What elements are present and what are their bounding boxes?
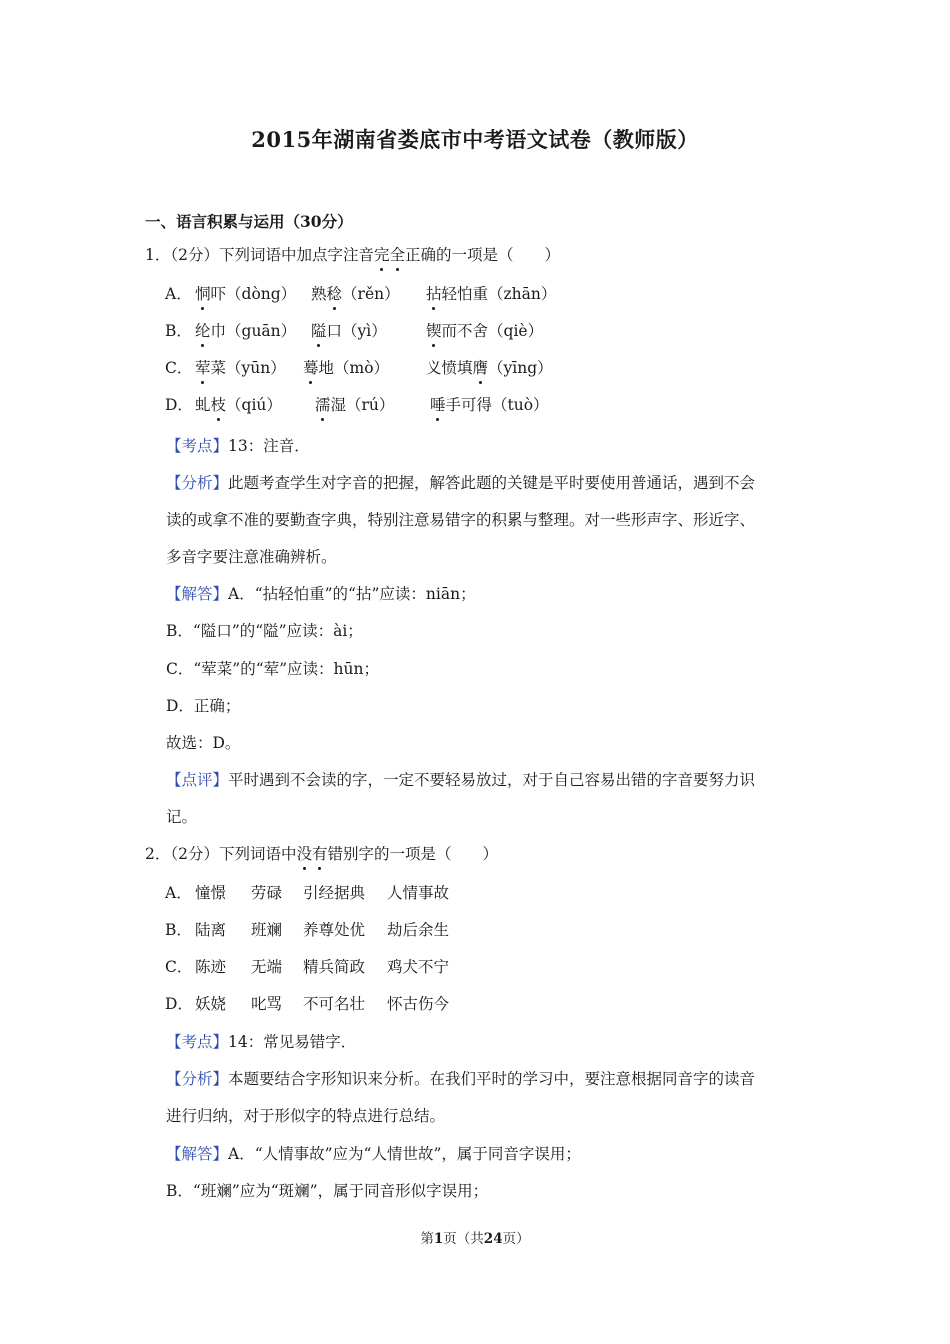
- page-footer: [0, 1227, 950, 1247]
- option-label: B．: [165, 921, 192, 939]
- kaodian-text: 13：注音．: [228, 437, 310, 455]
- jieda-line: C．“荤菜”的“荤”应读：hūn；: [166, 660, 380, 678]
- option-item: 隘口（yì）: [311, 322, 387, 340]
- question-2-option-c: [165, 956, 449, 978]
- question-2-option-d: [165, 993, 449, 1015]
- document-title: 2015年湖南省娄底市中考语文试卷（教师版）: [251, 127, 699, 152]
- option-item: 虬枝（qiú）: [195, 396, 282, 414]
- option-item: 濡湿（rú）: [315, 396, 395, 414]
- question-1-option-c: [165, 357, 553, 379]
- option-item: 蓦地（mò）: [303, 359, 390, 377]
- option-item: 妖娆: [195, 995, 227, 1013]
- kaodian-text: 14：常见易错字．: [228, 1033, 357, 1051]
- option-item: 陆离: [195, 921, 227, 939]
- page-number: 1: [433, 1231, 444, 1247]
- option-label: D．: [165, 995, 193, 1013]
- option-item: 唾手可得（tuò）: [430, 396, 549, 414]
- stem-text: 1．（2分）下列词语中加点字注音: [145, 246, 374, 264]
- option-label: A．: [165, 884, 192, 902]
- option-item: 拈轻怕重（zhān）: [426, 285, 557, 303]
- option-label: D．: [165, 396, 193, 414]
- dotted-char: 有: [312, 845, 328, 863]
- footer-text: 页）: [502, 1231, 530, 1247]
- option-item: 义愤填膺（yīng）: [426, 359, 553, 377]
- kaodian-tag: 【考点】: [166, 437, 229, 455]
- fenxi-line: 多音字要注意准确辨析。: [166, 548, 337, 566]
- question-2-jieda: [166, 1143, 581, 1165]
- stem-text: 错别字的一项是（ ）: [327, 845, 499, 863]
- fenxi-tag: 【分析】: [166, 1070, 229, 1088]
- option-item: 陈迹: [195, 958, 227, 976]
- fenxi-tag: 【分析】: [166, 474, 229, 492]
- question-2-option-a: [165, 882, 449, 904]
- fenxi-line: 本题要结合字形知识来分析。在我们平时的学习中，要注意根据同音字的读音: [228, 1070, 756, 1088]
- question-1-option-a: [165, 283, 556, 305]
- option-item: 熟稔（rěn）: [311, 285, 400, 303]
- dianping-tag: 【点评】: [166, 771, 229, 789]
- question-1-fenxi: [166, 472, 755, 494]
- dotted-char: 全: [389, 246, 406, 264]
- option-label: B．: [165, 322, 192, 340]
- option-item: 人情事故: [387, 884, 450, 902]
- jieda-line: D．正确；: [166, 697, 241, 715]
- option-label: C．: [165, 958, 193, 976]
- jieda-tag: 【解答】: [166, 1145, 229, 1163]
- question-1-stem: [145, 244, 560, 266]
- page-total: 24: [483, 1231, 503, 1247]
- question-1-option-b: [165, 320, 543, 342]
- question-1-kaodian: [166, 435, 310, 457]
- question-2-option-b: [165, 919, 449, 941]
- section-heading: 一、语言积累与运用（30分）: [145, 212, 353, 231]
- option-item: 劳碌: [251, 884, 283, 902]
- question-2-stem: [145, 843, 498, 865]
- footer-text: 第: [420, 1231, 434, 1247]
- option-label: A．: [165, 285, 192, 303]
- fenxi-line: 此题考查学生对字音的把握，解答此题的关键是平时要使用普通话，遇到不会: [228, 474, 756, 492]
- option-item: 班斓: [251, 921, 283, 939]
- question-1-option-d: [165, 394, 549, 416]
- option-item: 纶巾（guān）: [195, 322, 297, 340]
- option-item: 劫后余生: [387, 921, 450, 939]
- jieda-line: 故选：D。: [166, 734, 241, 752]
- option-item: 锲而不舍（qiè）: [426, 322, 544, 340]
- fenxi-line: 读的或拿不准的要勤查字典，特别注意易错字的积累与整理。对一些形声字、形近字、: [166, 511, 756, 529]
- jieda-line: B．“隘口”的“隘”应读：ài；: [166, 622, 363, 640]
- option-label: C．: [165, 359, 193, 377]
- option-item: 精兵简政: [303, 958, 366, 976]
- fenxi-line: 进行归纳，对于形似字的特点进行总结。: [166, 1107, 446, 1125]
- jieda-line: A．“人情事故”应为“人情世故”，属于同音字误用；: [228, 1145, 581, 1163]
- question-2-kaodian: [166, 1031, 356, 1053]
- option-item: 恫吓（dòng）: [195, 285, 297, 303]
- option-item: 荤菜（yūn）: [195, 359, 286, 377]
- option-item: 养尊处优: [303, 921, 366, 939]
- option-item: 怀古伤今: [387, 995, 450, 1013]
- option-item: 无端: [251, 958, 283, 976]
- option-item: 不可名壮: [303, 995, 366, 1013]
- stem-text: 正确的一项是（ ）: [405, 246, 561, 264]
- jieda-line: B．“班斓”应为“斑斓”，属于同音形似字误用；: [166, 1182, 489, 1200]
- dianping-line: 记。: [166, 808, 198, 826]
- question-1-jieda: [166, 583, 476, 605]
- question-2-fenxi: [166, 1068, 755, 1090]
- option-item: 憧憬: [195, 884, 227, 902]
- option-item: 引经据典: [303, 884, 366, 902]
- question-1-dianping: [166, 769, 755, 791]
- footer-text: 页（共: [443, 1231, 484, 1247]
- dianping-line: 平时遇到不会读的字，一定不要轻易放过，对于自己容易出错的字音要努力识: [228, 771, 756, 789]
- kaodian-tag: 【考点】: [166, 1033, 229, 1051]
- jieda-line: A．“拈轻怕重”的“拈”应读：niān；: [228, 585, 476, 603]
- jieda-tag: 【解答】: [166, 585, 229, 603]
- option-item: 叱骂: [251, 995, 283, 1013]
- dotted-char: 没: [296, 845, 312, 863]
- stem-text: 2．（2分）下列词语中: [145, 845, 297, 863]
- option-item: 鸡犬不宁: [387, 958, 450, 976]
- dotted-char: 完: [373, 246, 390, 264]
